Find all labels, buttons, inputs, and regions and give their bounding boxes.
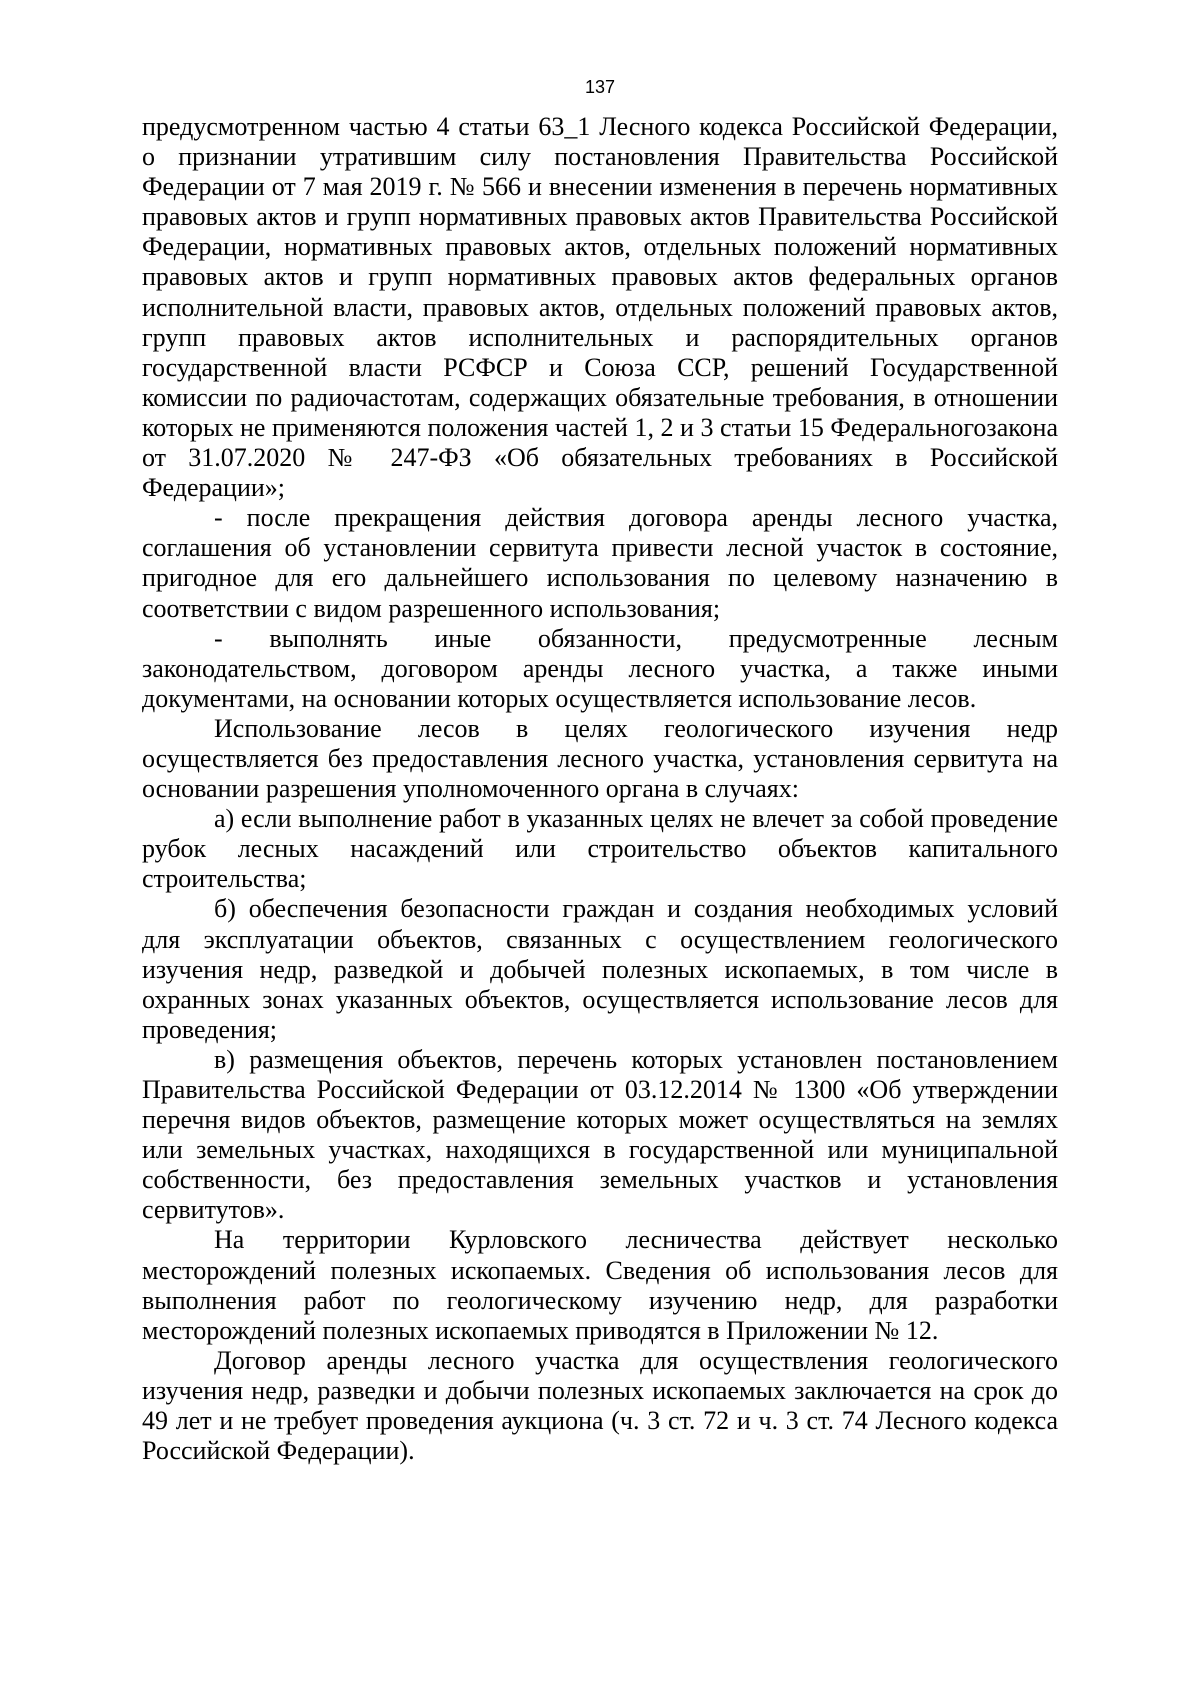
paragraph-deposits: На территории Курловского лесничества действует несколько месторождений полезных ископаемых. Сведения об использования лесов для выполнения работ по геологическому изучению недр, для разработки месторождений полезных ископаемых приводятся в Приложении № 12. (142, 1225, 1058, 1345)
paragraph-case-a: а) если выполнение работ в указанных целях не влечет за собой проведение рубок лесных насаждений или строительство объектов капитального строительства; (142, 804, 1058, 894)
paragraph-bullet-restore-plot: - после прекращения действия договора аренды лесного участка, соглашения об установлении сервитута привести лесной участок в состояние, пригодное для его дальнейшего использования по целевому назначению в соответствии с видом разрешенного использования; (142, 503, 1058, 623)
document-body (142, 112, 1058, 1466)
paragraph-lease-contract: Договор аренды лесного участка для осуществления геологического изучения недр, разведки и добычи полезных ископаемых заключается на срок до 49 лет и не требует проведения аукциона (ч. 3 ст. 72 и ч. 3 ст. 74 Лесного кодекса Российской Федерации). (142, 1345, 1058, 1466)
paragraph-geological-use: Использование лесов в целях геологического изучения недр осуществляется без предоставления лесного участка, установления сервитута на основании разрешения уполномоченного органа в случаях: (142, 713, 1058, 804)
page-number: 137 (584, 77, 616, 97)
paragraph-continuation: предусмотренном частью 4 статьи 63_1 Лесного кодекса Российской Федерации, о признании утратившим силу постановления Правительства Российской Федерации от 7 мая 2019 г. № 566 и внесении изменения в перечень нормативных правовых актов и групп нормативных правовых актов Правительства Российской Федерации, нормативных правовых актов, отдельных положений нормативных правовых актов и групп нормативных правовых актов федеральных органов исполнительной власти, правовых актов, отдельных положений правовых актов, групп правовых актов исполнительных и распорядительных органов государственной власти РСФСР и Союза ССР, решений Государственной комиссии по радиочастотам, содержащих обязательные требования, в отношении которых не применяются положения частей 1, 2 и 3 статьи 15 Федеральногозакона от 31.07.2020 № 247-ФЗ «Об обязательных требованиях в Российской Федерации»; (142, 112, 1058, 503)
paragraph-case-c: в) размещения объектов, перечень которых установлен постановлением Правительства Российской Федерации от 03.12.2014 № 1300 «Об утверждении перечня видов объектов, размещение которых может осуществляться на землях или земельных участках, находящихся в государственной или муниципальной собственности, без предоставления земельных участков и установления сервитутов». (142, 1044, 1058, 1225)
paragraph-bullet-other-duties: - выполнять иные обязанности, предусмотренные лесным законодательством, договором аренды лесного участка, а также иными документами, на основании которых осуществляется использование лесов. (142, 623, 1058, 713)
paragraph-case-b: б) обеспечения безопасности граждан и создания необходимых условий для эксплуатации объектов, связанных с осуществлением геологического изучения недр, разведкой и добычей полезных ископаемых, в том числе в охранных зонах указанных объектов, осуществляется использование лесов для проведения; (142, 894, 1058, 1044)
